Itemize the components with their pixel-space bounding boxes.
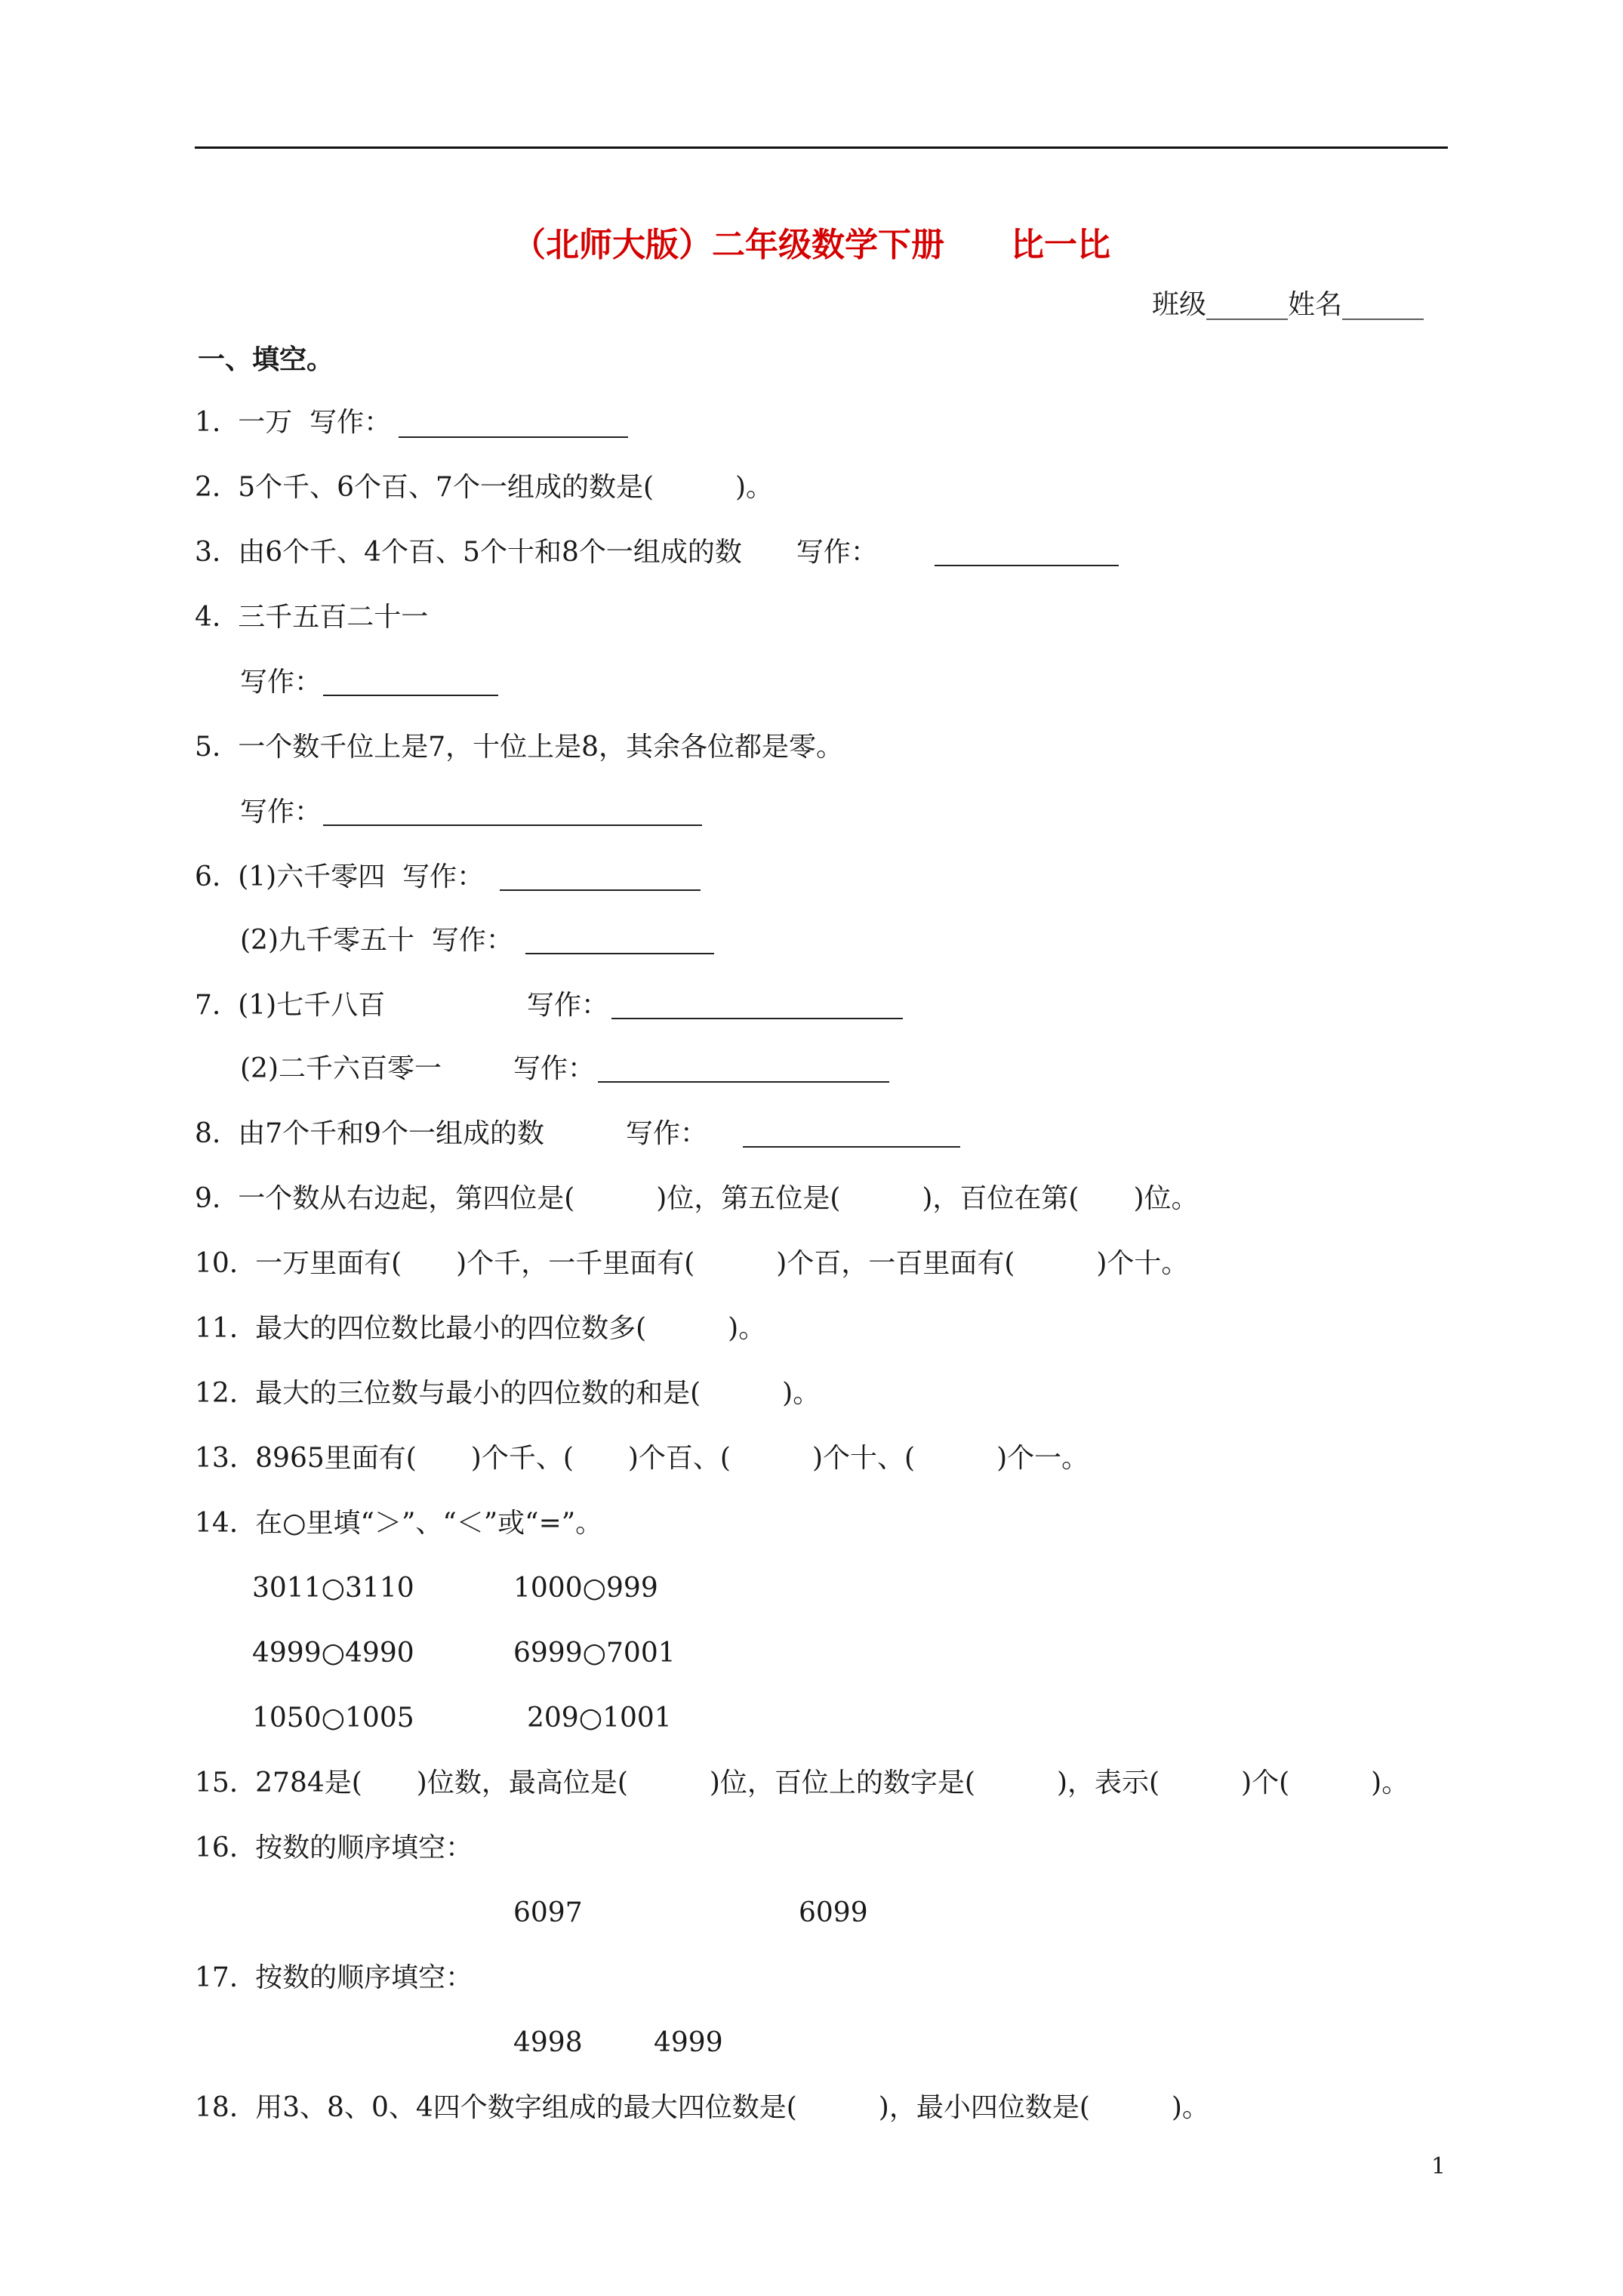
question-7-2-write-label: 写作： [513, 1053, 596, 1084]
question-7-2: (2)二千六百零一 [240, 1053, 442, 1084]
compare-item: 4999○4990 [252, 1638, 414, 1669]
compare-item: 6999○7001 [513, 1638, 676, 1669]
answer-line-4[interactable] [323, 695, 498, 696]
question-9: 9. 一个数从右边起，第四位是( )位，第五位是( )，百位在第( )位。 [195, 1183, 1199, 1214]
compare-item: 209○1001 [527, 1703, 672, 1734]
compare-item: 3011○3110 [252, 1573, 414, 1604]
answer-line-1[interactable] [399, 436, 628, 438]
answer-line-3[interactable] [935, 565, 1119, 566]
question-12: 12. 最大的三位数与最小的四位数的和是( )。 [195, 1378, 821, 1409]
answer-line-5[interactable] [323, 824, 702, 826]
sequence-number: 6099 [799, 1897, 868, 1928]
question-15: 15. 2784是( )位数，最高位是( )位，百位上的数字是( )，表示( )个( )。 [195, 1767, 1409, 1798]
question-3: 3. 由6个千、4个百、5个十和8个一组成的数 写作： [195, 537, 878, 568]
question-1: 1. 一万 写作： [195, 407, 392, 438]
question-6-2: (2)九千零五十 写作： [240, 925, 513, 956]
question-4: 4. 三千五百二十一 [195, 602, 429, 633]
answer-line-7-1[interactable] [611, 1018, 903, 1019]
header-rule [195, 146, 1448, 149]
question-4-write-label: 写作： [240, 667, 322, 698]
question-17: 17. 按数的顺序填空： [195, 1962, 473, 1993]
question-5-write-label: 写作： [240, 797, 322, 827]
compare-item: 1000○999 [513, 1573, 658, 1604]
question-10: 10. 一万里面有( )个千，一千里面有( )个百，一百里面有( )个十。 [195, 1248, 1189, 1279]
sequence-number: 4998 [513, 2027, 583, 2058]
sequence-number: 4999 [654, 2027, 723, 2058]
class-name-field: 班级______姓名______ [1152, 289, 1424, 320]
sequence-number: 6097 [513, 1897, 583, 1928]
question-18: 18. 用3、8、0、4四个数字组成的最大四位数是( )，最小四位数是( )。 [195, 2092, 1209, 2123]
question-7-1: 7. (1)七千八百 [195, 990, 386, 1021]
page-title: （北师大版）二年级数学下册 比一比 [513, 226, 1110, 264]
answer-line-6-2[interactable] [525, 953, 714, 954]
page-number: 1 [1431, 2153, 1446, 2180]
question-2: 2. 5个千、6个百、7个一组成的数是( )。 [195, 472, 774, 503]
answer-line-7-2[interactable] [598, 1081, 889, 1083]
question-14: 14. 在○里填“＞”、“＜”或“=”。 [195, 1508, 603, 1539]
section-heading: 一、填空。 [198, 344, 334, 375]
compare-item: 1050○1005 [252, 1703, 414, 1734]
question-11: 11. 最大的四位数比最小的四位数多( )。 [195, 1313, 766, 1344]
answer-line-8[interactable] [743, 1146, 960, 1148]
answer-line-6-1[interactable] [500, 889, 701, 891]
question-8: 8. 由7个千和9个一组成的数 写作： [195, 1118, 708, 1149]
question-7-1-write-label: 写作： [527, 990, 609, 1021]
question-5: 5. 一个数千位上是7，十位上是8，其余各位都是零。 [195, 732, 844, 763]
question-16: 16. 按数的顺序填空： [195, 1832, 473, 1863]
question-13: 13. 8965里面有( )个千、( )个百、( )个十、( )个一。 [195, 1443, 1089, 1474]
question-6-1: 6. (1)六千零四 写作： [195, 861, 485, 892]
